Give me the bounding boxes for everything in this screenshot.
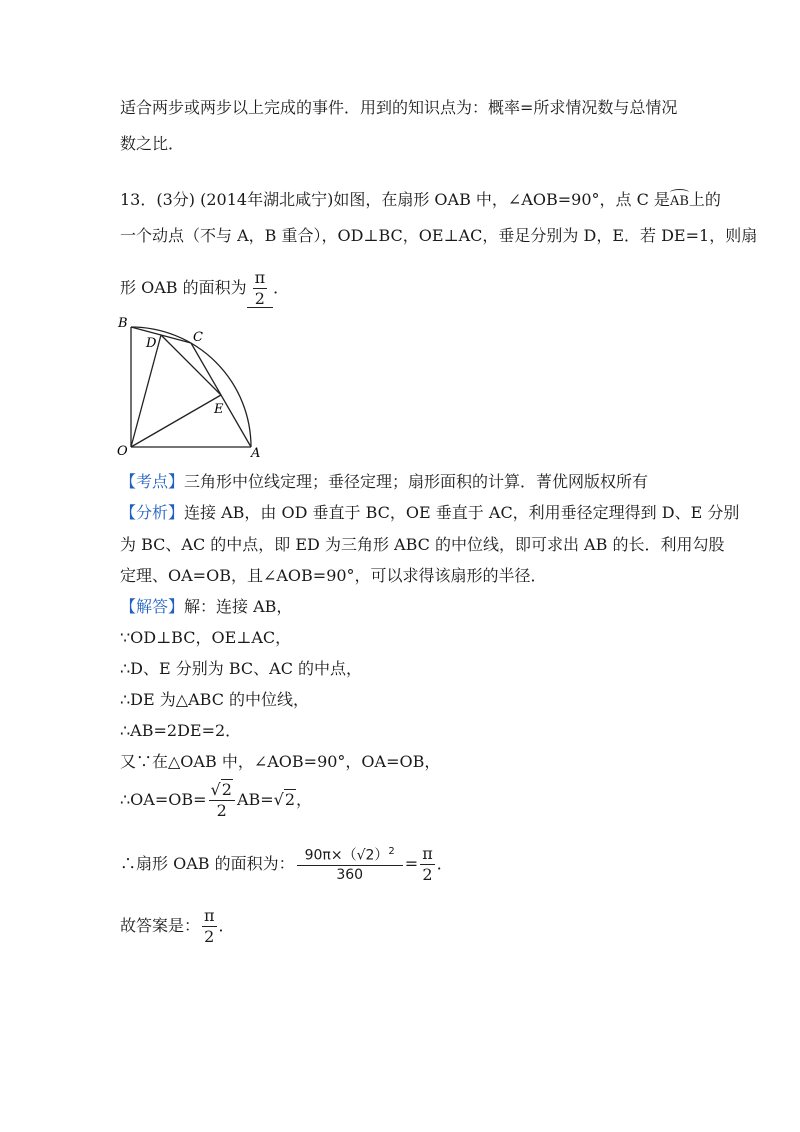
label-b: B (118, 316, 128, 331)
jieda-step-1: ∵OD⊥BC，OE⊥AC， (120, 628, 292, 647)
answer-fraction (253, 270, 268, 307)
step7-rden: 2 (422, 865, 433, 884)
jieda-tag: 【解答】 (120, 597, 185, 616)
step8-end: ． (218, 916, 235, 935)
step7-eq: = (404, 854, 419, 873)
jieda-step-6: ∴OA=OB= $\frac{√2}{2}$ AB=√2， (120, 780, 313, 820)
answer-den: 2 (254, 289, 265, 308)
question-line-3 (120, 270, 289, 308)
step6-text-b: AB= (236, 790, 274, 809)
jieda-line-intro (120, 597, 292, 617)
step7-result (420, 846, 435, 883)
step7-text-a: ∴扇形 OAB 的面积为： (120, 854, 295, 873)
step6-num-radicand: 2 (221, 780, 232, 799)
question-text-a: 13．(3分) (2014年湖北咸宁)如图，在扇形 OAB 中，∠AOB=90°，点 C 是 (120, 190, 670, 209)
step6-text-a: ∴OA=OB= (120, 790, 207, 809)
kaodian-text: 三角形中位线定理；垂径定理；扇形面积的计算．菁优网版权所有 (184, 472, 649, 491)
jieda-step-7 (120, 846, 453, 883)
step6-radicand: 2 (284, 790, 296, 809)
answer-num: π (254, 268, 266, 287)
question-text-c: 形 OAB 的面积为 (120, 278, 247, 297)
step7-rnum: π (422, 844, 433, 863)
question-text-b: 上的 (688, 190, 721, 209)
label-e: E (214, 402, 224, 417)
kaodian-tag: 【考点】 (120, 472, 185, 491)
step7-num-text: 90π×（√2） (304, 847, 389, 864)
segment-od (131, 335, 161, 447)
prev-line-1: 适合两步或两步以上完成的事件．用到的知识点为：概率=所求情况数与总情况 (120, 98, 678, 117)
question-text-d: ． (273, 278, 290, 297)
jieda-step-2: ∴D、E 分别为 BC、AC 的中点， (120, 659, 363, 678)
step6-den: 2 (216, 801, 227, 820)
jieda-step-3: ∴DE 为△ABC 的中位线， (120, 690, 310, 709)
jieda-step-5: 又∵在△OAB 中，∠AOB=90°，OA=OB， (120, 752, 441, 771)
label-a: A (251, 446, 261, 460)
label-c: C (193, 330, 203, 345)
step8-fraction (202, 908, 217, 945)
kaodian-line (120, 472, 648, 492)
step7-num (297, 847, 403, 867)
question-line-2: 一个动点（不与 A，B 重合），OD⊥BC，OE⊥AC，垂足分别为 D，E．若 DE=1，则扇 (120, 226, 758, 245)
step8-den: 2 (204, 927, 215, 946)
fenxi-line-1 (120, 503, 739, 523)
step6-fraction (209, 782, 235, 819)
fenxi-line-3: 定理、OA=OB，且∠AOB=90°，可以求得该扇形的半径． (120, 566, 547, 585)
question-line-1 (120, 190, 721, 212)
step7-den: 360 (336, 867, 364, 884)
fenxi-text-1: 连接 AB，由 OD 垂直于 BC，OE 垂直于 AC，利用垂径定理得到 D、E 分别 (184, 503, 740, 522)
arc-ab: AB (670, 192, 689, 212)
segment-oe (131, 395, 221, 447)
step6-num: √2 (209, 782, 235, 801)
step8-text-a: 故答案是： (120, 916, 201, 935)
label-o: O (117, 444, 128, 459)
step7-fraction (297, 847, 403, 883)
sector-figure (112, 314, 272, 460)
jieda-step-8 (120, 908, 235, 945)
jieda-intro: 解：连接 AB， (184, 597, 293, 616)
step7-end: ． (436, 854, 453, 873)
step8-num: π (204, 906, 215, 925)
fenxi-tag: 【分析】 (120, 503, 185, 522)
step7-exp: 2 (388, 845, 395, 857)
label-d: D (146, 336, 157, 351)
fenxi-line-2: 为 BC、AC 的中点，即 ED 为三角形 ABC 的中位线，即可求出 AB 的长．利用勾股 (120, 535, 725, 554)
jieda-step-4: ∴AB=2DE=2． (120, 721, 242, 740)
prev-line-2: 数之比． (120, 134, 185, 153)
answer-blank (247, 270, 274, 308)
step6-text-c: ， (296, 790, 313, 809)
